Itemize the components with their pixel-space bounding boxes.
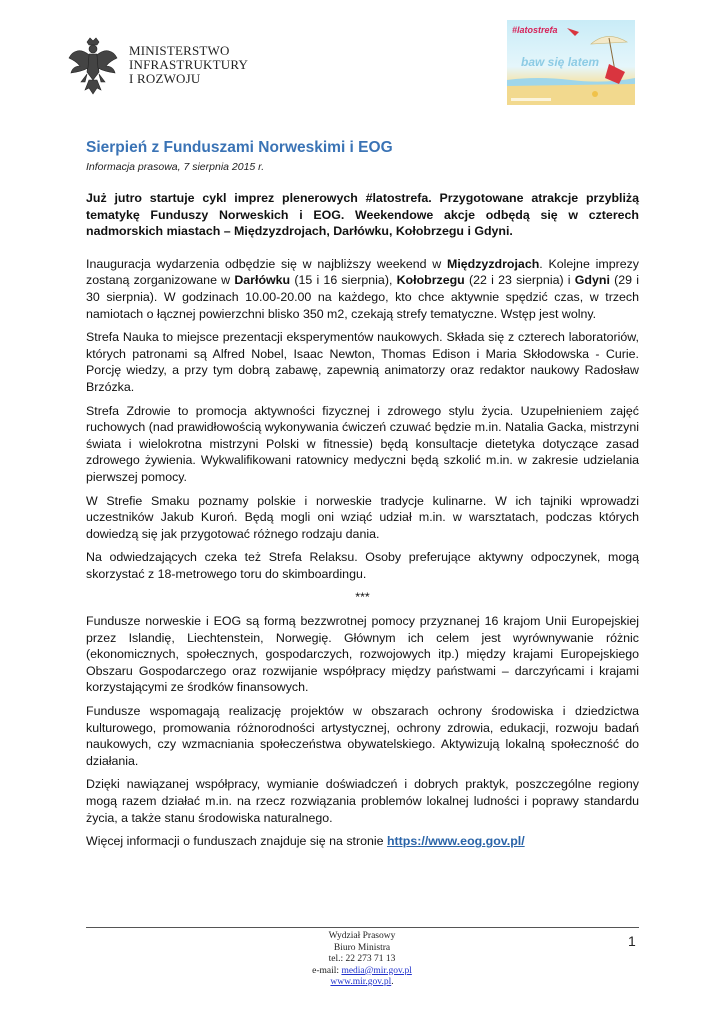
footer-department: Wydział Prasowy	[328, 931, 396, 941]
paragraph-cooperation: Dzięki nawiązanej współpracy, wymianie doświadczeń i dobrych praktyk, poszczególne regiony mogą razem działać m.in. na rzecz rozwiązania problemów lokalnej ludności i poprawy standardu życia, a także stanu środowiska naturalnego.	[86, 777, 639, 825]
latostrefa-banner	[507, 20, 635, 105]
banner-hashtag: #latostrefa	[512, 25, 558, 35]
paragraph-funds-areas: Fundusze wspomagają realizację projektów w obszarach ochrony środowiska i dziedzictwa kulturowego, promowania różnorodności artystycznej, ochrony zdrowia, edukacji, rozwoju badań naukowych, czy wzmacniania społeczeństwa obywatelskiego. Aktywizują lokalną społeczność do działania.	[86, 704, 639, 768]
paragraph-relax-zone: Na odwiedzających czeka też Strefa Relaksu. Osoby preferujące aktywny odpoczynek, mogą skorzystać z 18-metrowego toru do skimboardingu.	[86, 550, 639, 581]
city-name: Gdyni	[574, 273, 610, 288]
paragraph-science-zone: Strefa Nauka to miejsce prezentacji eksperymentów naukowych. Składa się z czterech laboratoriów, których patronami są Alfred Nobel, Isaac Newton, Thomas Edison i Maria Skłodowska - Curie. Porcję wiedzy, a przy tym dobrą zabawę, zapewnią animatorzy oraz redaktor naukowy Radosław Brzózka.	[86, 330, 639, 394]
paragraph-health-zone: Strefa Zdrowie to promocja aktywności fizycznej i zdrowego stylu życia. Uzupełnieniem zajęć ruchowych (nad prawidłowością wykonywania ćwiczeń czuwać będzie m.in. Natalia Gacka, mistrzyni świata i wielokrotna mistrzyni Polski w fitnessie) będą konsultacje dietetyka dotyczące zasad zdrowego żywienia. Wykwalifikowani ratownicy medyczni będą szkolić m.in. w zakresie udzielania pierwszej pomocy.	[86, 403, 639, 484]
footer-email-row: e-mail: media@mir.gov.pl	[312, 965, 412, 976]
paragraph-funds-description: Fundusze norweskie i EOG są formą bezzwrotnej pomocy przyznanej 16 krajom Unii Europejskiej przez Islandię, Liechtenstein, Norwegię. Głównym ich celem jest wyrównywanie różnic (ekonomicznych, społecznych, gospodarczych, rozwojowych itp.) między krajami Europejskiego Obszaru Gospodarczego oraz rozwijanie współpracy między państwami – darczyńcami i krajami korzystającymi ze środków finansowych.	[86, 614, 639, 695]
footer-email-link[interactable]: media@mir.gov.pl	[341, 965, 412, 976]
city-name: Darłówku	[234, 273, 291, 288]
article-body	[86, 138, 639, 857]
eog-website-link[interactable]: https://www.eog.gov.pl/	[386, 834, 525, 849]
paragraph-inauguration: Inauguracja wydarzenia odbędzie się w najbliższy weekend w Międzyzdrojach. Kolejne imprezy zostaną zorganizowane w Darłówku (15 i 16 sierpnia), Kołobrzegu (22 i 23 sierpnia) i Gdyni (29 i 30 sierpnia). W godzinach 10.00-20.00 na każdego, kto chce aktywnie spędzić czas, w trzech namiotach o łącznej powierzchni blisko 350 m2, czekają strefy tematyczne. Wstęp jest wolny.	[86, 256, 639, 321]
footer-contact	[262, 931, 462, 989]
footer-website-link[interactable]: www.mir.gov.pl	[330, 977, 392, 987]
ministry-name	[129, 44, 248, 86]
polish-eagle-emblem-icon	[67, 36, 119, 96]
city-name: Kołobrzegu	[396, 273, 465, 288]
article-title: Sierpień z Funduszami Norweskimi i EOG	[86, 139, 393, 156]
footer-website-row: www.mir.gov.pl.	[330, 977, 394, 987]
paragraph-taste-zone: W Strefie Smaku poznamy polskie i norweskie tradycje kulinarne. W ich tajniki wprowadzi uczestników Jakub Kuroń. Będą mogli oni wziąć udział m.in. w warsztatach, podczas których dowiedzą się jak przygotować różnego rodzaju dania.	[86, 493, 639, 541]
section-separator: ***	[355, 590, 370, 605]
ministry-name-line: MINISTERSTWO	[129, 43, 230, 58]
footer-office: Biuro Ministra	[333, 942, 391, 953]
city-name: Międzyzdrojach	[447, 256, 540, 271]
page-number: 1	[628, 933, 636, 949]
footer-divider	[86, 927, 639, 928]
article-lead: Już jutro startuje cykl imprez plenerowych #latostrefa. Przygotowane atrakcje przybliżą tematykę Funduszy Norweskich i EOG. Weekendowe akcje odbędą się w czterech nadmorskich miastach – Międzyzdrojach, Darłówku, Kołobrzegu i Gdyni.	[86, 191, 639, 239]
banner-slogan: baw się latem	[521, 55, 600, 69]
article-date: Informacja prasowa, 7 sierpnia 2015 r.	[86, 161, 265, 173]
ministry-name-line: I ROZWOJU	[129, 71, 201, 86]
ministry-name-line: INFRASTRUKTURY	[129, 57, 249, 72]
paragraph-more-info: Więcej informacji o funduszach znajduje się na stronie https://www.eog.gov.pl/	[86, 834, 525, 849]
footer-phone: tel.: 22 273 71 13	[328, 954, 396, 964]
